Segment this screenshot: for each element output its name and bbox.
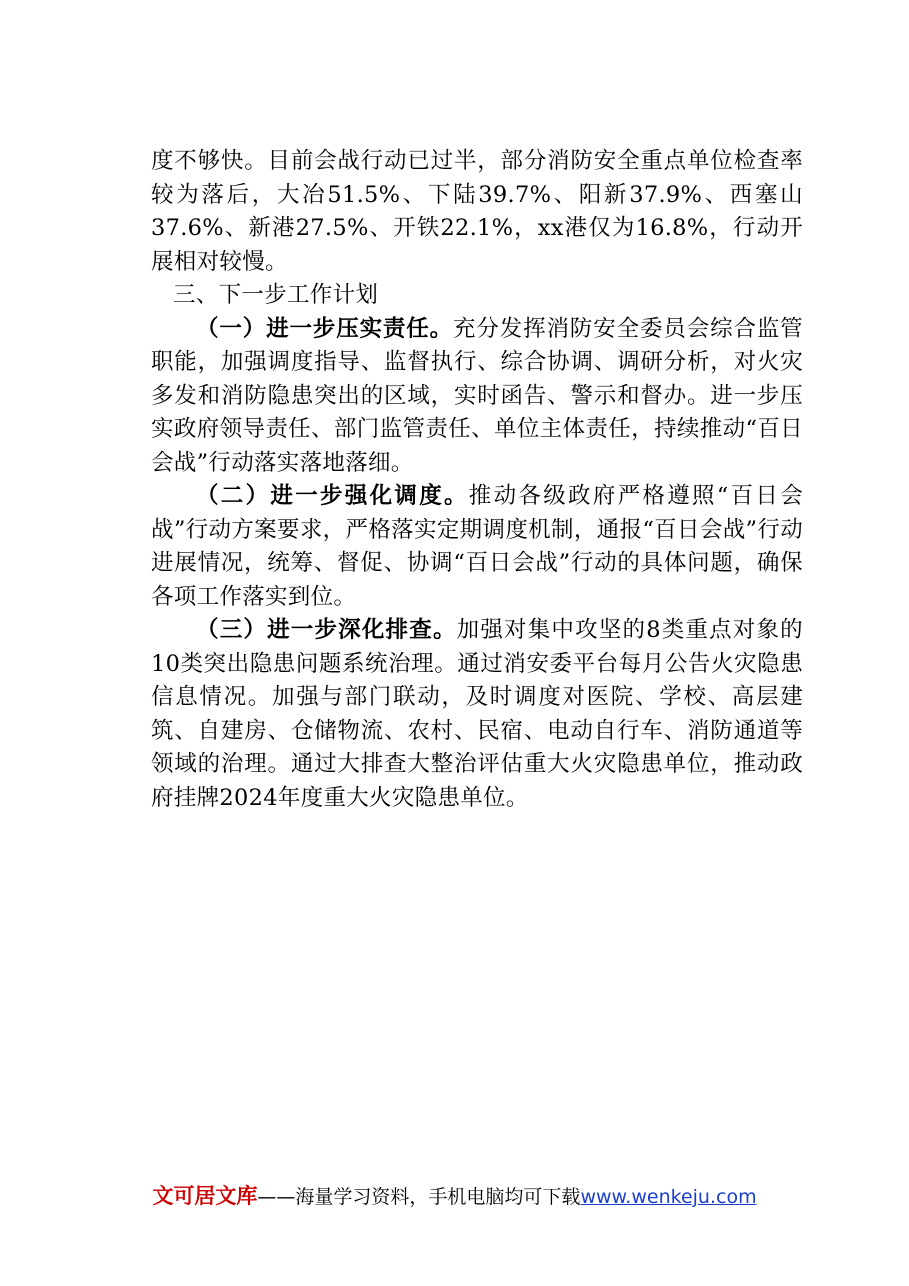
plan-item-3-body: 加强对集中攻坚的8类重点对象的10类突出隐患问题系统治理。通过消安委平台每月公告火灾隐患信息情况。加强与部门联动，及时调度对医院、学校、高层建筑、自建房、仓储物流、农村、民宿、电动自行车、消防通道等领域的治理。通过大排查大整治评估重大火灾隐患单位，推动政府挂牌2024年度重大火灾隐患单位。 [151, 617, 803, 811]
plan-item-3 [151, 614, 803, 815]
plan-item-1-lead: （一）进一步压实责任。 [196, 315, 454, 342]
footer-brand: 文可居文库 [152, 1184, 258, 1208]
plan-item-2 [151, 480, 803, 614]
plan-item-1 [151, 313, 803, 481]
plan-item-2-lead: （二）进一步强化调度。 [196, 483, 469, 509]
plan-item-1-body: 充分发挥消防安全委员会综合监管职能，加强调度指导、监督执行、综合协调、调研分析，对火灾多发和消防隐患突出的区域，实时函告、警示和督办。进一步压实政府领导责任、部门监管责任、单位主体责任，持续推动“百日会战”行动落实落地落细。 [151, 315, 803, 476]
footer-banner [0, 1184, 909, 1209]
document-body [151, 145, 803, 815]
plan-item-3-lead: （三）进一步深化排查。 [196, 617, 457, 643]
footer-site-link[interactable]: www.wenkeju.com [580, 1186, 757, 1208]
intro-paragraph: 度不够快。目前会战行动已过半，部分消防安全重点单位检查率较为落后，大冶51.5%、下陆39.7%、阳新37.9%、西塞山37.6%、新港27.5%、开铁22.1%，xx港仅为16.8%，行动开展相对较慢。 [151, 148, 803, 275]
section-heading: 三、下一步工作计划 [173, 282, 379, 308]
plan-item-2-body: 推动各级政府严格遵照“百日会战”行动方案要求，严格落实定期调度机制，通报“百日会战”行动进展情况，统筹、督促、协调“百日会战”行动的具体问题，确保各项工作落实到位。 [151, 483, 803, 610]
footer-slogan: ——海量学习资料，手机电脑均可下载 [257, 1186, 581, 1208]
